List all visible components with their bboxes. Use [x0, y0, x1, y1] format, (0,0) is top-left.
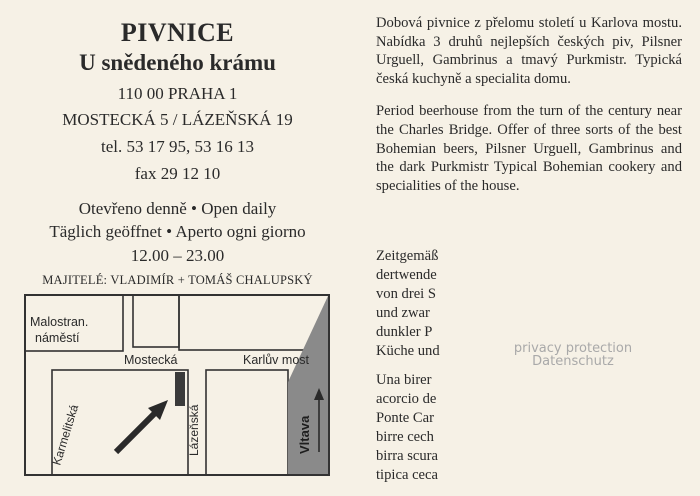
map-label-malostranske-1: Malostran.	[30, 315, 89, 329]
description-czech: Dobová pivnice z přelomu století u Karlova mostu. Nabídka 3 druhů nejlepších českých piv, Pilsner Urguell, Gambrinus a tmavý Purkmistr. Typická česká kuchyně a specialita domu.	[376, 15, 682, 87]
pub-subtitle: U snědeného krámu	[79, 50, 276, 75]
pub-name: PIVNICE	[120, 18, 235, 47]
map-block	[179, 295, 329, 350]
italian-fragment: birre cech	[376, 429, 434, 445]
german-fragment: Küche und	[376, 343, 440, 359]
description-english: Period beerhouse from the turn of the century near the Charles Bridge. Offer of three sorts of the best Bohemian beers, Pilsner Urguell, Gambrinus and the dark Purkmistr Typical Bohemian cookery and specialities of the house.	[376, 103, 682, 194]
map-label-lazenska: Lázeňská	[187, 404, 201, 456]
privacy-text-de: Datenschutz	[532, 354, 614, 369]
german-fragment: und zwar	[376, 305, 430, 321]
privacy-text: privacy protection	[513, 341, 633, 356]
opening-times: 12.00 – 23.00	[130, 246, 225, 265]
map-label-mostecka: Mostecká	[124, 353, 178, 367]
map-label-vltava: Vltava	[297, 415, 312, 454]
pub-location-marker	[175, 372, 185, 406]
italian-fragment: Una birer	[376, 372, 432, 388]
italian-fragment: tipica ceca	[376, 467, 438, 483]
map-label-karluv-most: Karlův most	[243, 353, 309, 367]
hours-line-2: Täglich geöffnet • Aperto ogni giorno	[49, 222, 306, 241]
direction-arrow	[116, 410, 158, 452]
german-fragment: von drei S	[376, 286, 436, 302]
address-street: MOSTECKÁ 5 / LÁZEŇSKÁ 19	[62, 110, 293, 129]
italian-fragment: acorcio de	[376, 391, 437, 407]
phone-numbers: tel. 53 17 95, 53 16 13	[101, 137, 254, 156]
map-label-karmelitska: Karmelitská	[49, 402, 82, 467]
map-block	[133, 295, 179, 347]
german-fragment: dunkler P	[376, 324, 433, 340]
address-city: 110 00 PRAHA 1	[117, 84, 238, 103]
fax-number: fax 29 12 10	[134, 164, 221, 183]
german-fragment: Zeitgemäß	[376, 248, 439, 264]
italian-fragment: birra scura	[376, 448, 438, 464]
map-block	[206, 370, 288, 476]
description-column	[376, 14, 682, 208]
map-label-malostranske-2: náměstí	[35, 331, 80, 345]
owners: MAJITELÉ: VLADIMÍR + TOMÁŠ CHALUPSKÝ	[42, 273, 313, 287]
italian-fragment: Ponte Car	[376, 410, 434, 426]
hours-line-1: Otevřeno denně • Open daily	[78, 199, 277, 218]
german-fragment: dertwende	[376, 267, 437, 283]
location-map	[24, 294, 330, 476]
